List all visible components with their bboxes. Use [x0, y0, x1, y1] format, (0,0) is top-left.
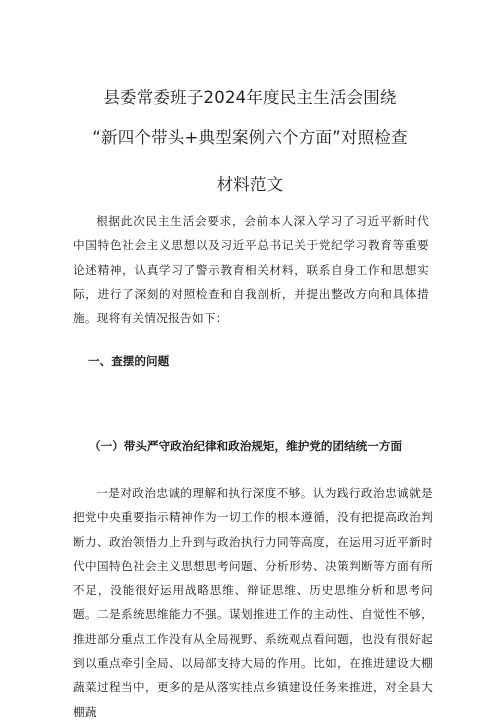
intro-paragraph: 根据此次民主生活会要求，会前本人深入学习了习近平新时代中国特色社会主义思想以及习近平总书记关于党纪学习教育等重要论述精神，认真学习了警示教育相关材料，联系自身工作和思想实际，进行了深刻的对照检查和自我剖析，并提出整改方向和具体措施。现将有关情况报告如下： [73, 214, 429, 326]
section-heading: 一、查摆的问题 [88, 354, 170, 368]
document-title-line-1: 县委常委班子2024年度民主生活会围绕 [103, 88, 397, 107]
body-paragraph: 一是对政治忠诚的理解和执行深度不够。认为践行政治忠诚就是把党中央重要指示精神作为一切工作的根本遵循，没有把提高政治判断力、政治领悟力上升到与政治执行力同等高度，在运用习近平新时代中国特色社会主义思想思考问题、分析形势、决策判断等方面有所不足，没能很好运用战略思维、辩证思维、历史思维分析和思考问题。二是系统思维能力不强。谋划推进工作的主动性、自觉性不够，推进部分重点工作没有从全局视野、系统观点看问题，也没有很好起到以重点牵引全局、以局部支持大局的作用。比如，在推进建设大棚蔬菜过程当中，更多的是从落实挂点乡镇建设任务来推进，对全县大棚蔬 [73, 486, 433, 719]
document-title-line-2: “新四个带头+典型案例六个方面”对照检查 [92, 128, 408, 147]
subsection-heading: （一）带头严守政治纪律和政治规矩，维护党的团结统一方面 [89, 439, 403, 453]
document-title-line-3: 材料范文 [216, 175, 284, 194]
